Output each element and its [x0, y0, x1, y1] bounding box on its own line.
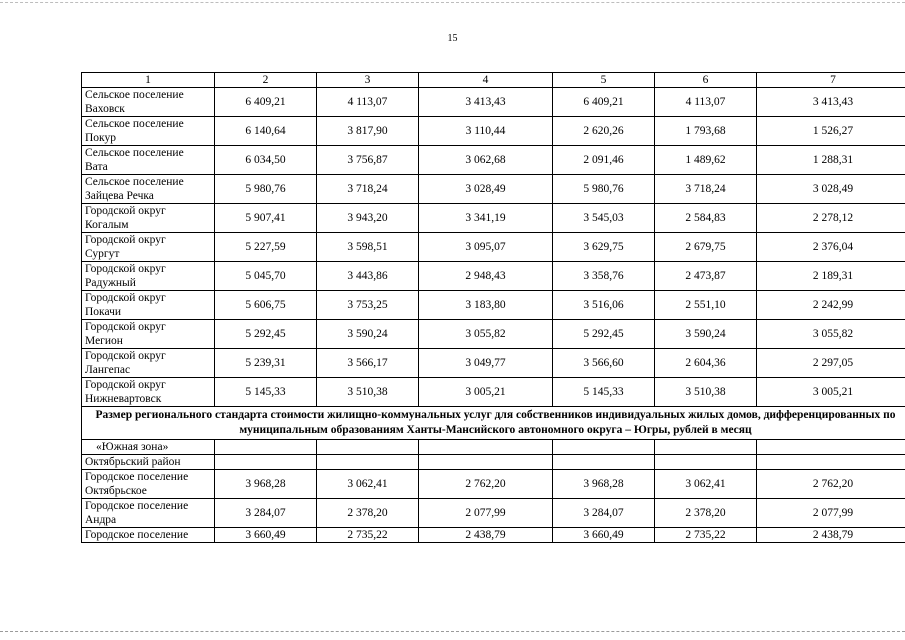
- municipality-name-cell: [82, 175, 215, 204]
- value-cell: 1 793,68: [655, 117, 757, 146]
- column-header: 7: [757, 73, 905, 88]
- table-row: [82, 528, 905, 543]
- value-cell: 2 077,99: [419, 499, 553, 528]
- column-header: 1: [82, 73, 215, 88]
- value-cell: 3 943,20: [317, 204, 419, 233]
- municipality-type: Городское поселение: [85, 529, 189, 541]
- empty-cell: [317, 440, 419, 455]
- municipality-type: Городской округ: [85, 292, 166, 304]
- value-cell: 3 028,49: [757, 175, 905, 204]
- value-cell: 3 753,25: [317, 291, 419, 320]
- value-cell: 3 590,24: [655, 320, 757, 349]
- page-number: 15: [447, 33, 458, 44]
- value-cell: 2 620,26: [553, 117, 655, 146]
- value-cell: 5 145,33: [215, 378, 317, 407]
- value-cell: 2 679,75: [655, 233, 757, 262]
- municipality-type: Городской округ: [85, 379, 166, 391]
- value-cell: 2 378,20: [317, 499, 419, 528]
- value-cell: 4 113,07: [317, 88, 419, 117]
- value-cell: 3 629,75: [553, 233, 655, 262]
- value-cell: 3 062,41: [655, 470, 757, 499]
- value-cell: 5 045,70: [215, 262, 317, 291]
- municipality-name: Вата: [85, 161, 108, 173]
- municipality-name-cell: [82, 349, 215, 378]
- value-cell: 5 292,45: [553, 320, 655, 349]
- value-cell: 5 227,59: [215, 233, 317, 262]
- value-cell: 3 005,21: [757, 378, 905, 407]
- municipality-name: Октябрьское: [85, 485, 147, 497]
- empty-cell: [419, 440, 553, 455]
- municipality-name-cell: [82, 88, 215, 117]
- column-header: 4: [419, 73, 553, 88]
- municipality-name-cell: [82, 117, 215, 146]
- value-cell: 6 409,21: [215, 88, 317, 117]
- section-title-row: [82, 407, 905, 440]
- value-cell: 2 077,99: [757, 499, 905, 528]
- value-cell: 2 735,22: [317, 528, 419, 543]
- zone-row: [82, 440, 905, 455]
- table-row: [82, 88, 905, 117]
- empty-cell: [215, 455, 317, 470]
- table-row: [82, 146, 905, 175]
- municipality-name: Лангепас: [85, 364, 131, 376]
- value-cell: 3 095,07: [419, 233, 553, 262]
- municipality-name-cell: [82, 204, 215, 233]
- table-row: [82, 320, 905, 349]
- zone-label: «Южная зона»: [82, 440, 215, 455]
- value-cell: 2 242,99: [757, 291, 905, 320]
- table-row: [82, 117, 905, 146]
- value-cell: 5 145,33: [553, 378, 655, 407]
- municipality-type: Сельское поселение: [85, 89, 184, 101]
- empty-cell: [757, 440, 905, 455]
- value-cell: 5 239,31: [215, 349, 317, 378]
- value-cell: 2 378,20: [655, 499, 757, 528]
- municipality-name: Покур: [85, 132, 116, 144]
- value-cell: 3 598,51: [317, 233, 419, 262]
- municipality-type: Сельское поселение: [85, 176, 184, 188]
- district-label: Октябрьский район: [82, 455, 215, 470]
- municipality-name: Андра: [85, 514, 117, 526]
- value-cell: 3 510,38: [317, 378, 419, 407]
- municipality-name-cell: [82, 146, 215, 175]
- value-cell: 3 968,28: [553, 470, 655, 499]
- value-cell: 3 968,28: [215, 470, 317, 499]
- table-row: [82, 291, 905, 320]
- value-cell: 3 718,24: [655, 175, 757, 204]
- value-cell: 3 358,76: [553, 262, 655, 291]
- value-cell: 2 297,05: [757, 349, 905, 378]
- value-cell: 2 762,20: [757, 470, 905, 499]
- value-cell: 2 091,46: [553, 146, 655, 175]
- value-cell: 3 413,43: [419, 88, 553, 117]
- empty-cell: [655, 455, 757, 470]
- municipality-name-cell: [82, 320, 215, 349]
- municipality-name: Покачи: [85, 306, 122, 318]
- municipality-name-cell: [82, 291, 215, 320]
- column-number-row: [82, 73, 905, 88]
- municipality-name: Радужный: [85, 277, 136, 289]
- municipality-type: Городское поселение: [85, 471, 189, 483]
- municipality-type: Сельское поселение: [85, 118, 184, 130]
- municipality-name-cell: [82, 262, 215, 291]
- table-row: [82, 378, 905, 407]
- value-cell: 3 510,38: [655, 378, 757, 407]
- value-cell: 5 606,75: [215, 291, 317, 320]
- table-row: [82, 233, 905, 262]
- scan-top-edge: [0, 2, 905, 3]
- value-cell: 6 409,21: [553, 88, 655, 117]
- municipality-type: Городской округ: [85, 234, 166, 246]
- value-cell: 1 526,27: [757, 117, 905, 146]
- municipality-name-cell: [82, 378, 215, 407]
- value-cell: 3 284,07: [215, 499, 317, 528]
- municipality-name: Нижневартовск: [85, 393, 162, 405]
- municipality-type: Сельское поселение: [85, 147, 184, 159]
- value-cell: 3 110,44: [419, 117, 553, 146]
- value-cell: 3 062,68: [419, 146, 553, 175]
- table-row: [82, 499, 905, 528]
- value-cell: 4 113,07: [655, 88, 757, 117]
- municipality-name: Ваховск: [85, 103, 125, 115]
- column-header: 3: [317, 73, 419, 88]
- empty-cell: [757, 455, 905, 470]
- scan-bottom-edge: [0, 631, 905, 632]
- value-cell: 2 376,04: [757, 233, 905, 262]
- municipality-name-cell: [82, 499, 215, 528]
- value-cell: 3 284,07: [553, 499, 655, 528]
- value-cell: 2 438,79: [757, 528, 905, 543]
- empty-cell: [215, 440, 317, 455]
- value-cell: 3 566,17: [317, 349, 419, 378]
- value-cell: 5 980,76: [215, 175, 317, 204]
- value-cell: 1 489,62: [655, 146, 757, 175]
- municipality-type: Городское поселение: [85, 500, 189, 512]
- column-header: 2: [215, 73, 317, 88]
- municipality-type: Городской округ: [85, 263, 166, 275]
- value-cell: 2 551,10: [655, 291, 757, 320]
- column-header: 5: [553, 73, 655, 88]
- value-cell: 3 443,86: [317, 262, 419, 291]
- value-cell: 6 034,50: [215, 146, 317, 175]
- table-row: [82, 262, 905, 291]
- municipality-name: Сургут: [85, 248, 120, 260]
- value-cell: 2 473,87: [655, 262, 757, 291]
- value-cell: 2 438,79: [419, 528, 553, 543]
- table-row: [82, 349, 905, 378]
- value-cell: 2 762,20: [419, 470, 553, 499]
- value-cell: 5 980,76: [553, 175, 655, 204]
- value-cell: 2 584,83: [655, 204, 757, 233]
- municipality-name: Зайцева Речка: [85, 190, 154, 202]
- tariff-table: [81, 72, 905, 543]
- value-cell: 3 566,60: [553, 349, 655, 378]
- empty-cell: [655, 440, 757, 455]
- table-row: [82, 470, 905, 499]
- table-row: [82, 204, 905, 233]
- section-title: Размер регионального стандарта стоимости жилищно-коммунальных услуг для собственников индивидуальных жилых домов, дифференцированных по муниципальным образованиям Ханты-Мансийского автономного округа – Югры, рублей в месяц: [82, 407, 905, 440]
- municipality-name-cell: [82, 233, 215, 262]
- value-cell: 3 756,87: [317, 146, 419, 175]
- value-cell: 5 292,45: [215, 320, 317, 349]
- column-header: 6: [655, 73, 757, 88]
- empty-cell: [553, 440, 655, 455]
- table-row: [82, 175, 905, 204]
- empty-cell: [553, 455, 655, 470]
- value-cell: 3 005,21: [419, 378, 553, 407]
- value-cell: 3 660,49: [553, 528, 655, 543]
- empty-cell: [419, 455, 553, 470]
- value-cell: 3 545,03: [553, 204, 655, 233]
- value-cell: 3 028,49: [419, 175, 553, 204]
- value-cell: 5 907,41: [215, 204, 317, 233]
- value-cell: 3 062,41: [317, 470, 419, 499]
- value-cell: 3 413,43: [757, 88, 905, 117]
- value-cell: 2 948,43: [419, 262, 553, 291]
- value-cell: 2 735,22: [655, 528, 757, 543]
- municipality-name: Когалым: [85, 219, 129, 231]
- value-cell: 3 341,19: [419, 204, 553, 233]
- value-cell: 3 516,06: [553, 291, 655, 320]
- value-cell: 3 590,24: [317, 320, 419, 349]
- value-cell: 3 817,90: [317, 117, 419, 146]
- value-cell: 3 049,77: [419, 349, 553, 378]
- empty-cell: [317, 455, 419, 470]
- municipality-type: Городской округ: [85, 205, 166, 217]
- value-cell: 1 288,31: [757, 146, 905, 175]
- value-cell: 3 055,82: [419, 320, 553, 349]
- value-cell: 3 660,49: [215, 528, 317, 543]
- municipality-name-cell: [82, 528, 215, 543]
- municipality-type: Городской округ: [85, 321, 166, 333]
- district-row: [82, 455, 905, 470]
- municipality-name: Мегион: [85, 335, 123, 347]
- value-cell: 2 278,12: [757, 204, 905, 233]
- value-cell: 3 718,24: [317, 175, 419, 204]
- municipality-type: Городской округ: [85, 350, 166, 362]
- value-cell: 2 189,31: [757, 262, 905, 291]
- value-cell: 6 140,64: [215, 117, 317, 146]
- municipality-name-cell: [82, 470, 215, 499]
- value-cell: 3 183,80: [419, 291, 553, 320]
- value-cell: 3 055,82: [757, 320, 905, 349]
- value-cell: 2 604,36: [655, 349, 757, 378]
